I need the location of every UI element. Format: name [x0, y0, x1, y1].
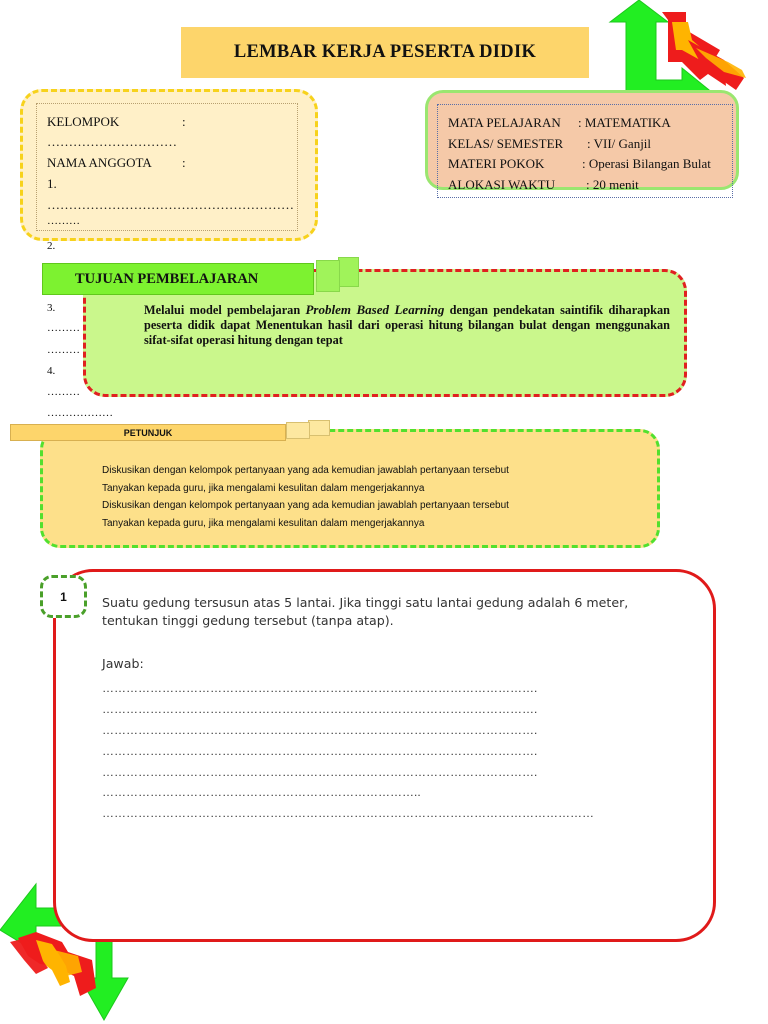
anggota-number-2: 2. [47, 240, 56, 252]
tujuan-text: Melalui model pembelajaran Problem Based Learning dengan pendekatan saintifik diharapkan peserta didik dapat Menentukan hasil dari operasi hitung bilangan bulat dengan menggunakan sifat-sifat operasi hitung dengan tepat [144, 302, 670, 347]
nama-anggota-colon: : [182, 155, 186, 170]
petunjuk-tab-shadow [308, 420, 330, 436]
answer-line[interactable]: ………………………………………………………………………………………………. [102, 723, 538, 737]
anggota-number-3: 3. [47, 302, 56, 314]
petunjuk-heading: PETUNJUK [10, 424, 286, 441]
page-title: LEMBAR KERJA PESERTA DIDIK [181, 27, 589, 78]
alokasi-value: : 20 menit [586, 177, 639, 192]
alokasi-label: ALOKASI WAKTU [448, 177, 556, 192]
nama-anggota-label: NAMA ANGGOTA [47, 155, 152, 170]
tujuan-tab-shadow [316, 260, 340, 292]
petunjuk-item: Tanyakan kepada guru, jika mengalami kesulitan dalam mengerjakannya [102, 517, 425, 529]
anggota-dots-3[interactable]: ……… [47, 322, 80, 334]
kelompok-dots[interactable]: ………………………… [47, 134, 177, 149]
anggota-dots-1b: ……… [47, 215, 80, 227]
petunjuk-item: Diskusikan dengan kelompok pertanyaan yang ada kemudian jawablah pertanyaan tersebut [102, 500, 509, 511]
materi-value: : Operasi Bilangan Bulat [582, 156, 711, 171]
anggota-dots-3b: ……… [47, 344, 80, 356]
mapel-value: : MATEMATIKA [578, 115, 671, 130]
kelompok-colon: : [182, 114, 186, 129]
petunjuk-item: Tanyakan kepada guru, jika mengalami kesulitan dalam mengerjakannya [102, 482, 425, 494]
answer-line[interactable]: ………………………………………………………………………………………………. [102, 744, 538, 758]
answer-label: Jawab: [102, 656, 144, 671]
anggota-dots-4[interactable]: ……… [47, 386, 80, 398]
question-text: Suatu gedung tersusun atas 5 lantai. Jika tinggi satu lantai gedung adalah 6 meter, tentukan tinggi gedung tersebut (tanpa atap). [102, 595, 629, 628]
model-name: Problem Based Learning [305, 302, 445, 317]
question-number: 1 [40, 575, 87, 618]
anggota-number-4: 4. [47, 365, 56, 377]
answer-line[interactable]: …………………………………………………………………….. [102, 785, 421, 799]
tujuan-tab-shadow [338, 257, 359, 287]
answer-line[interactable]: ………………………………………………………………………………………………. [102, 765, 538, 779]
materi-label: MATERI POKOK [448, 156, 545, 171]
anggota-dots-1[interactable]: ………………………………………………… [47, 197, 294, 212]
kelompok-label: KELOMPOK [47, 114, 120, 129]
petunjuk-tab-shadow [286, 422, 310, 439]
mapel-label: MATA PELAJARAN [448, 115, 561, 130]
anggota-number-1: 1. [47, 176, 57, 191]
anggota-dots-4b: ……………… [47, 407, 113, 419]
answer-line[interactable]: ………………………………………………………………………………………………. [102, 702, 538, 716]
kelas-value: : VII/ Ganjil [587, 136, 652, 151]
kelas-label: KELAS/ SEMESTER [448, 136, 564, 151]
answer-line[interactable]: …………………………………………………………………………………………………………… [102, 806, 594, 820]
answer-line[interactable]: ………………………………………………………………………………………………. [102, 681, 538, 695]
tujuan-heading: TUJUAN PEMBELAJARAN [42, 263, 314, 295]
petunjuk-list [102, 462, 509, 532]
petunjuk-item: Diskusikan dengan kelompok pertanyaan yang ada kemudian jawablah pertanyaan tersebut [102, 465, 509, 476]
